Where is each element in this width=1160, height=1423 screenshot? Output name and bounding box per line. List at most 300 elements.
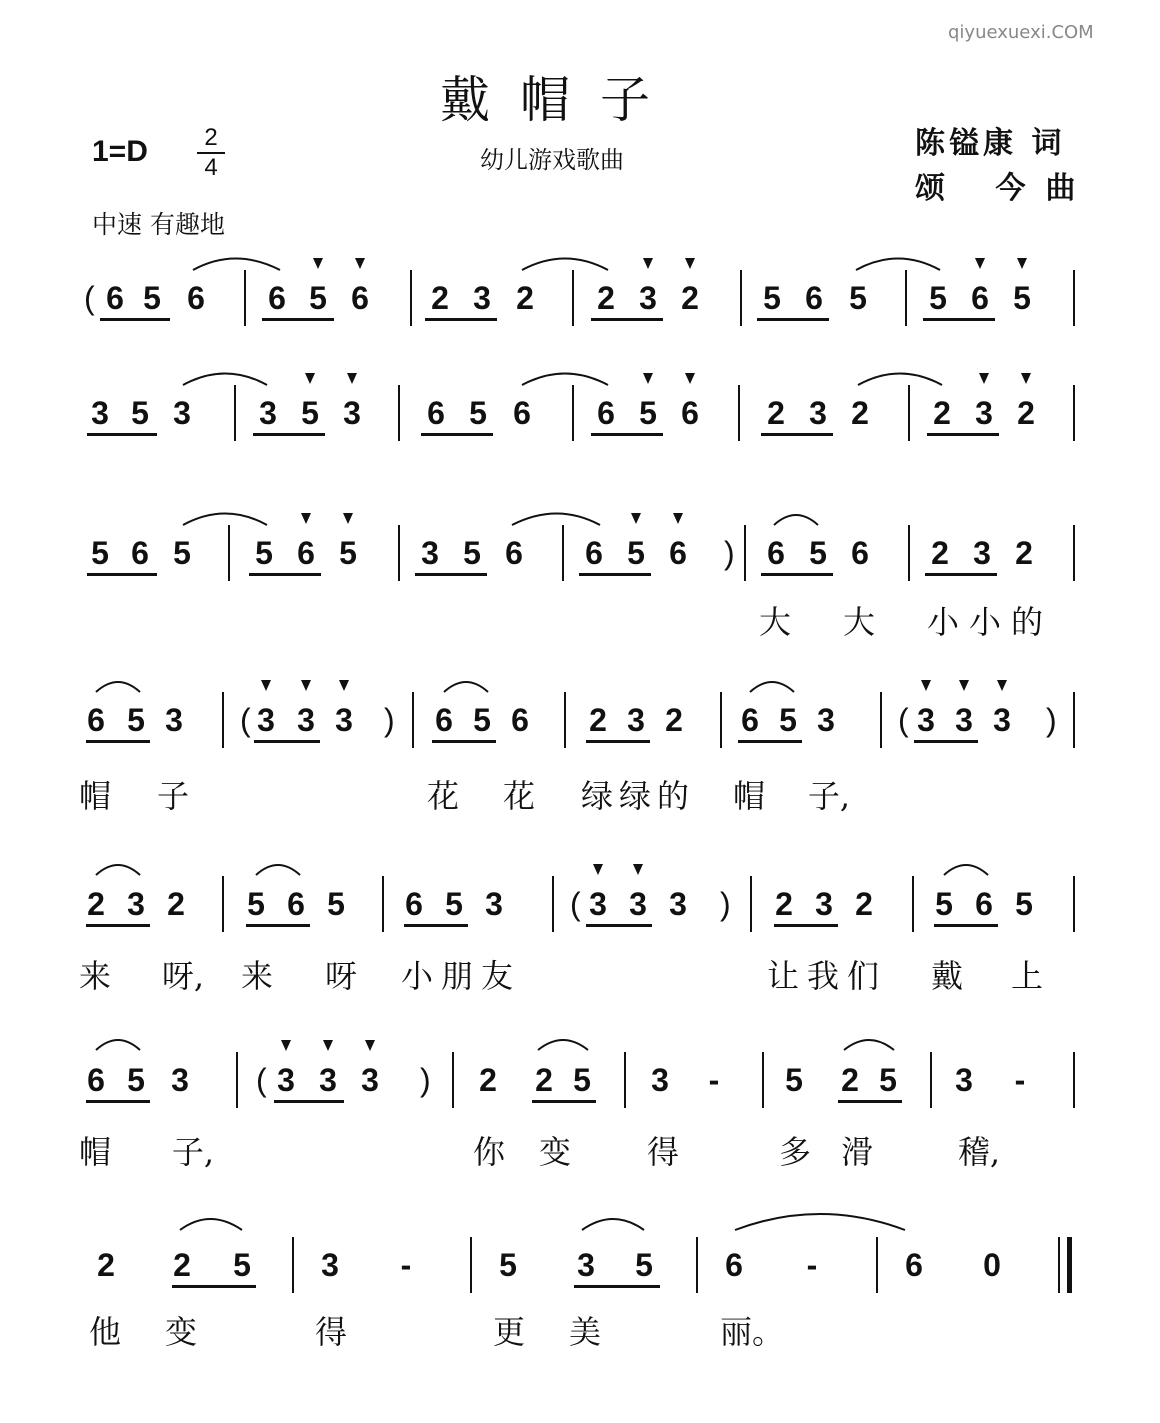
lyric: 花 bbox=[502, 777, 535, 815]
barline bbox=[244, 270, 246, 326]
staccato-mark bbox=[685, 258, 695, 269]
staccato-mark bbox=[685, 373, 695, 384]
underline bbox=[532, 1100, 596, 1103]
barline bbox=[908, 525, 910, 581]
paren: ( bbox=[256, 1062, 267, 1098]
note: 6 bbox=[511, 702, 529, 738]
barline bbox=[738, 385, 740, 441]
note: 3 bbox=[817, 702, 835, 738]
note: 6 bbox=[767, 535, 785, 571]
underline bbox=[591, 318, 663, 321]
note: 2 bbox=[87, 886, 105, 922]
note: 2 bbox=[851, 395, 869, 431]
note: 3 bbox=[589, 886, 607, 922]
underline bbox=[574, 1285, 660, 1288]
note: 6 bbox=[87, 702, 105, 738]
note: - bbox=[400, 1247, 412, 1283]
tempo-marking: 中速 有趣地 bbox=[92, 210, 225, 239]
slur-arc bbox=[96, 865, 140, 875]
underline bbox=[925, 573, 997, 576]
note: 6 bbox=[975, 886, 993, 922]
slur-arc bbox=[180, 1219, 242, 1230]
paren: ) bbox=[1046, 702, 1057, 738]
slur-arc bbox=[750, 682, 794, 692]
staccato-mark bbox=[305, 373, 315, 384]
barline bbox=[452, 1052, 454, 1108]
note: 3 bbox=[343, 395, 361, 431]
barline bbox=[470, 1237, 472, 1293]
note: 5 bbox=[463, 535, 481, 571]
lyric: 我 bbox=[806, 957, 839, 995]
note: 5 bbox=[247, 886, 265, 922]
lyric: 变 bbox=[538, 1133, 571, 1171]
note: 6 bbox=[405, 886, 423, 922]
note: 3 bbox=[651, 1062, 669, 1098]
barline bbox=[908, 385, 910, 441]
underline bbox=[738, 740, 802, 743]
note: 6 bbox=[131, 535, 149, 571]
lyric: 丽。 bbox=[720, 1313, 785, 1351]
note: - bbox=[1014, 1062, 1026, 1098]
note: 3 bbox=[321, 1247, 339, 1283]
note: 6 bbox=[513, 395, 531, 431]
note: 3 bbox=[815, 886, 833, 922]
barline bbox=[222, 876, 224, 932]
note: 5 bbox=[849, 280, 867, 316]
staccato-mark bbox=[347, 373, 357, 384]
lyric: 他 bbox=[88, 1313, 121, 1351]
note: 6 bbox=[805, 280, 823, 316]
lyric: 滑 bbox=[840, 1133, 873, 1171]
lyricist-credit: 陈镒康 词 bbox=[915, 126, 1066, 161]
barline bbox=[222, 692, 224, 748]
note: 2 bbox=[855, 886, 873, 922]
key-signature: 1=D bbox=[92, 135, 148, 168]
barline bbox=[572, 385, 574, 441]
note: 5 bbox=[445, 886, 463, 922]
note: 2 bbox=[167, 886, 185, 922]
note: 6 bbox=[725, 1247, 743, 1283]
note: 5 bbox=[233, 1247, 251, 1283]
underline bbox=[757, 318, 829, 321]
underline bbox=[86, 924, 150, 927]
note: 3 bbox=[171, 1062, 189, 1098]
note: 6 bbox=[287, 886, 305, 922]
staccato-mark bbox=[365, 1040, 375, 1051]
lyric: 上 bbox=[1010, 957, 1043, 995]
note: 3 bbox=[973, 535, 991, 571]
lyric: 的 bbox=[656, 777, 689, 815]
staccato-mark bbox=[343, 513, 353, 524]
note: 3 bbox=[297, 702, 315, 738]
note: 6 bbox=[427, 395, 445, 431]
staccato-mark bbox=[631, 513, 641, 524]
note: 2 bbox=[933, 395, 951, 431]
note: 5 bbox=[763, 280, 781, 316]
note: 6 bbox=[435, 702, 453, 738]
note: 5 bbox=[879, 1062, 897, 1098]
note: 5 bbox=[935, 886, 953, 922]
barline bbox=[1073, 692, 1075, 748]
barline bbox=[880, 692, 882, 748]
note: 3 bbox=[955, 702, 973, 738]
barline bbox=[696, 1237, 698, 1293]
lyric: 小 bbox=[926, 603, 959, 641]
underline bbox=[586, 740, 650, 743]
note: 5 bbox=[309, 280, 327, 316]
underline bbox=[249, 573, 321, 576]
note: 5 bbox=[131, 395, 149, 431]
note: 3 bbox=[127, 886, 145, 922]
note: 2 bbox=[516, 280, 534, 316]
lyric: 友 bbox=[480, 957, 513, 995]
note: 6 bbox=[905, 1247, 923, 1283]
note: 2 bbox=[479, 1062, 497, 1098]
note: 6 bbox=[268, 280, 286, 316]
note: 2 bbox=[535, 1062, 553, 1098]
lyric: 子 bbox=[156, 777, 189, 815]
barline bbox=[236, 1052, 238, 1108]
underline bbox=[246, 924, 310, 927]
note: 5 bbox=[639, 395, 657, 431]
underline bbox=[86, 740, 150, 743]
staccato-mark bbox=[355, 258, 365, 269]
barline bbox=[564, 692, 566, 748]
note: 2 bbox=[931, 535, 949, 571]
barline bbox=[762, 1052, 764, 1108]
note: 3 bbox=[319, 1062, 337, 1098]
lyric: 子, bbox=[171, 1133, 215, 1171]
staccato-mark bbox=[643, 258, 653, 269]
paren: ( bbox=[898, 702, 909, 738]
slur-arc bbox=[96, 1040, 140, 1050]
note: 3 bbox=[485, 886, 503, 922]
paren: ) bbox=[724, 535, 735, 571]
barline bbox=[562, 525, 564, 581]
note: 2 bbox=[97, 1247, 115, 1283]
lyric: 们 bbox=[846, 957, 879, 995]
note: 3 bbox=[335, 702, 353, 738]
note: 3 bbox=[627, 702, 645, 738]
paren: ) bbox=[384, 702, 395, 738]
lyric: 美 bbox=[568, 1313, 601, 1351]
slur-arc bbox=[256, 865, 300, 875]
lyric: 朋 bbox=[440, 957, 473, 995]
slur-arc bbox=[735, 1214, 905, 1230]
tie-arc bbox=[193, 259, 280, 271]
underline bbox=[927, 433, 999, 436]
note: - bbox=[708, 1062, 720, 1098]
barline bbox=[1073, 270, 1075, 326]
lyric: 的 bbox=[1010, 603, 1043, 641]
underline bbox=[87, 573, 157, 576]
note: 3 bbox=[629, 886, 647, 922]
lyric: 绿 bbox=[618, 777, 651, 815]
lyric: 戴 bbox=[930, 957, 963, 995]
note: - bbox=[806, 1247, 818, 1283]
note: 6 bbox=[681, 395, 699, 431]
song-subtitle: 幼儿游戏歌曲 bbox=[480, 146, 624, 174]
staccato-mark bbox=[301, 680, 311, 691]
staccato-mark bbox=[959, 680, 969, 691]
lyric: 帽 bbox=[78, 1133, 111, 1171]
lyric: 呀, bbox=[161, 957, 205, 995]
note: 5 bbox=[573, 1062, 591, 1098]
note: 2 bbox=[775, 886, 793, 922]
tie-arc bbox=[856, 259, 940, 271]
note: 3 bbox=[473, 280, 491, 316]
note: 2 bbox=[1017, 395, 1035, 431]
tie-arc bbox=[183, 514, 267, 526]
underline bbox=[172, 1285, 256, 1288]
staccato-mark bbox=[1017, 258, 1027, 269]
note: 0 bbox=[983, 1247, 1001, 1283]
note: 6 bbox=[505, 535, 523, 571]
note: 5 bbox=[91, 535, 109, 571]
note: 2 bbox=[767, 395, 785, 431]
paren: ( bbox=[570, 886, 581, 922]
paren: ( bbox=[84, 280, 95, 316]
note: 6 bbox=[971, 280, 989, 316]
final-barline-thin bbox=[1058, 1237, 1060, 1293]
note: 2 bbox=[173, 1247, 191, 1283]
final-barline-thick bbox=[1067, 1237, 1072, 1293]
lyric: 得 bbox=[314, 1313, 347, 1351]
note: 6 bbox=[351, 280, 369, 316]
note: 5 bbox=[635, 1247, 653, 1283]
barline bbox=[1073, 525, 1075, 581]
lyric: 你 bbox=[472, 1133, 505, 1171]
note: 3 bbox=[975, 395, 993, 431]
underline bbox=[934, 924, 998, 927]
staccato-mark bbox=[1021, 373, 1031, 384]
staccato-mark bbox=[593, 864, 603, 875]
barline bbox=[1073, 1052, 1075, 1108]
note: 5 bbox=[255, 535, 273, 571]
barline bbox=[292, 1237, 294, 1293]
note: 2 bbox=[589, 702, 607, 738]
underline bbox=[432, 740, 496, 743]
lyric: 呀 bbox=[324, 957, 357, 995]
underline bbox=[87, 433, 157, 436]
note: 5 bbox=[779, 702, 797, 738]
staccato-mark bbox=[643, 373, 653, 384]
tie-arc bbox=[183, 374, 267, 386]
barline bbox=[234, 385, 236, 441]
note: 2 bbox=[1015, 535, 1033, 571]
barline bbox=[720, 692, 722, 748]
note: 6 bbox=[669, 535, 687, 571]
underline bbox=[253, 433, 325, 436]
slur-arc bbox=[96, 682, 140, 692]
note: 6 bbox=[741, 702, 759, 738]
note: 5 bbox=[469, 395, 487, 431]
note: 6 bbox=[106, 280, 124, 316]
note: 5 bbox=[627, 535, 645, 571]
barline bbox=[410, 270, 412, 326]
underline bbox=[914, 740, 978, 743]
note: 5 bbox=[929, 280, 947, 316]
underline bbox=[425, 318, 497, 321]
site-watermark: qiyuexuexi.COM bbox=[948, 22, 1094, 43]
slur-arc bbox=[844, 1040, 894, 1050]
note: 5 bbox=[809, 535, 827, 571]
time-signature-top: 2 bbox=[204, 124, 218, 151]
note: 5 bbox=[173, 535, 191, 571]
slur-arc bbox=[944, 865, 988, 875]
note: 3 bbox=[257, 702, 275, 738]
note: 6 bbox=[187, 280, 205, 316]
staccato-mark bbox=[673, 513, 683, 524]
note: 3 bbox=[361, 1062, 379, 1098]
lyric: 花 bbox=[426, 777, 459, 815]
barline bbox=[624, 1052, 626, 1108]
note: 3 bbox=[165, 702, 183, 738]
note: 2 bbox=[431, 280, 449, 316]
underline bbox=[591, 433, 663, 436]
staccato-mark bbox=[921, 680, 931, 691]
underline bbox=[586, 924, 652, 927]
lyric: 绿 bbox=[580, 777, 613, 815]
note: 3 bbox=[421, 535, 439, 571]
lyric: 稽, bbox=[957, 1133, 1001, 1171]
barline bbox=[398, 525, 400, 581]
note: 2 bbox=[665, 702, 683, 738]
barline bbox=[905, 270, 907, 326]
tie-arc bbox=[522, 374, 608, 386]
lyric: 多 bbox=[778, 1133, 811, 1171]
barline bbox=[572, 270, 574, 326]
underline bbox=[579, 573, 651, 576]
lyric: 更 bbox=[492, 1313, 525, 1351]
staccato-mark bbox=[323, 1040, 333, 1051]
underline bbox=[262, 318, 334, 321]
paren: ) bbox=[720, 886, 731, 922]
note: 6 bbox=[87, 1062, 105, 1098]
note: 3 bbox=[669, 886, 687, 922]
note: 5 bbox=[327, 886, 345, 922]
tie-arc bbox=[512, 514, 600, 526]
slur-arc bbox=[774, 515, 818, 525]
barline bbox=[412, 692, 414, 748]
tie-arc bbox=[522, 259, 608, 271]
note: 2 bbox=[597, 280, 615, 316]
note: 6 bbox=[297, 535, 315, 571]
slur-arc bbox=[538, 1040, 588, 1050]
note: 3 bbox=[809, 395, 827, 431]
note: 5 bbox=[301, 395, 319, 431]
lyric: 让 bbox=[766, 957, 799, 995]
staccato-mark bbox=[261, 680, 271, 691]
note: 2 bbox=[681, 280, 699, 316]
staccato-mark bbox=[313, 258, 323, 269]
lyric: 得 bbox=[646, 1133, 679, 1171]
staccato-mark bbox=[339, 680, 349, 691]
lyric: 子, bbox=[807, 777, 851, 815]
note: 3 bbox=[955, 1062, 973, 1098]
lyric: 帽 bbox=[78, 777, 111, 815]
underline bbox=[761, 573, 833, 576]
underline bbox=[774, 924, 838, 927]
lyric: 大 bbox=[758, 603, 791, 641]
song-title: 戴帽子 bbox=[440, 71, 680, 129]
lyric: 大 bbox=[842, 603, 875, 641]
lyric: 来 bbox=[78, 957, 111, 995]
staccato-mark bbox=[301, 513, 311, 524]
tie-arc bbox=[858, 374, 942, 386]
note: 5 bbox=[127, 1062, 145, 1098]
staccato-mark bbox=[997, 680, 1007, 691]
barline bbox=[552, 876, 554, 932]
barline bbox=[744, 525, 746, 581]
note: 6 bbox=[851, 535, 869, 571]
note: 3 bbox=[917, 702, 935, 738]
note: 5 bbox=[473, 702, 491, 738]
time-signature-bottom: 4 bbox=[204, 154, 218, 181]
barline bbox=[398, 385, 400, 441]
note: 5 bbox=[143, 280, 161, 316]
note: 3 bbox=[173, 395, 191, 431]
underline bbox=[100, 318, 170, 321]
barline bbox=[930, 1052, 932, 1108]
barline bbox=[228, 525, 230, 581]
slur-arc bbox=[444, 682, 488, 692]
barline bbox=[740, 270, 742, 326]
underline bbox=[254, 740, 320, 743]
barline bbox=[912, 876, 914, 932]
note: 5 bbox=[127, 702, 145, 738]
lyric: 帽 bbox=[732, 777, 765, 815]
note: 6 bbox=[585, 535, 603, 571]
note: 3 bbox=[259, 395, 277, 431]
note: 5 bbox=[499, 1247, 517, 1283]
underline bbox=[415, 573, 487, 576]
note: 5 bbox=[1013, 280, 1031, 316]
paren: ) bbox=[420, 1062, 431, 1098]
underline bbox=[923, 318, 995, 321]
composer-credit: 颂 今曲 bbox=[915, 171, 1096, 206]
barline bbox=[382, 876, 384, 932]
underline bbox=[761, 433, 833, 436]
staccato-mark bbox=[633, 864, 643, 875]
barline bbox=[1073, 385, 1075, 441]
paren: ( bbox=[240, 702, 251, 738]
barline bbox=[750, 876, 752, 932]
lyric: 小 bbox=[400, 957, 433, 995]
note: 6 bbox=[597, 395, 615, 431]
note: 2 bbox=[841, 1062, 859, 1098]
note: 3 bbox=[993, 702, 1011, 738]
barline bbox=[1073, 876, 1075, 932]
underline bbox=[404, 924, 468, 927]
underline bbox=[838, 1100, 902, 1103]
note: 5 bbox=[339, 535, 357, 571]
underline bbox=[274, 1100, 344, 1103]
note: 3 bbox=[277, 1062, 295, 1098]
underline bbox=[86, 1100, 150, 1103]
note: 3 bbox=[91, 395, 109, 431]
lyric: 来 bbox=[240, 957, 273, 995]
staccato-mark bbox=[979, 373, 989, 384]
lyric: 小 bbox=[968, 603, 1001, 641]
barline bbox=[876, 1237, 878, 1293]
staccato-mark bbox=[281, 1040, 291, 1051]
slur-arc bbox=[582, 1219, 644, 1230]
underline bbox=[421, 433, 493, 436]
lyric: 变 bbox=[164, 1313, 197, 1351]
note: 5 bbox=[1015, 886, 1033, 922]
note: 5 bbox=[785, 1062, 803, 1098]
